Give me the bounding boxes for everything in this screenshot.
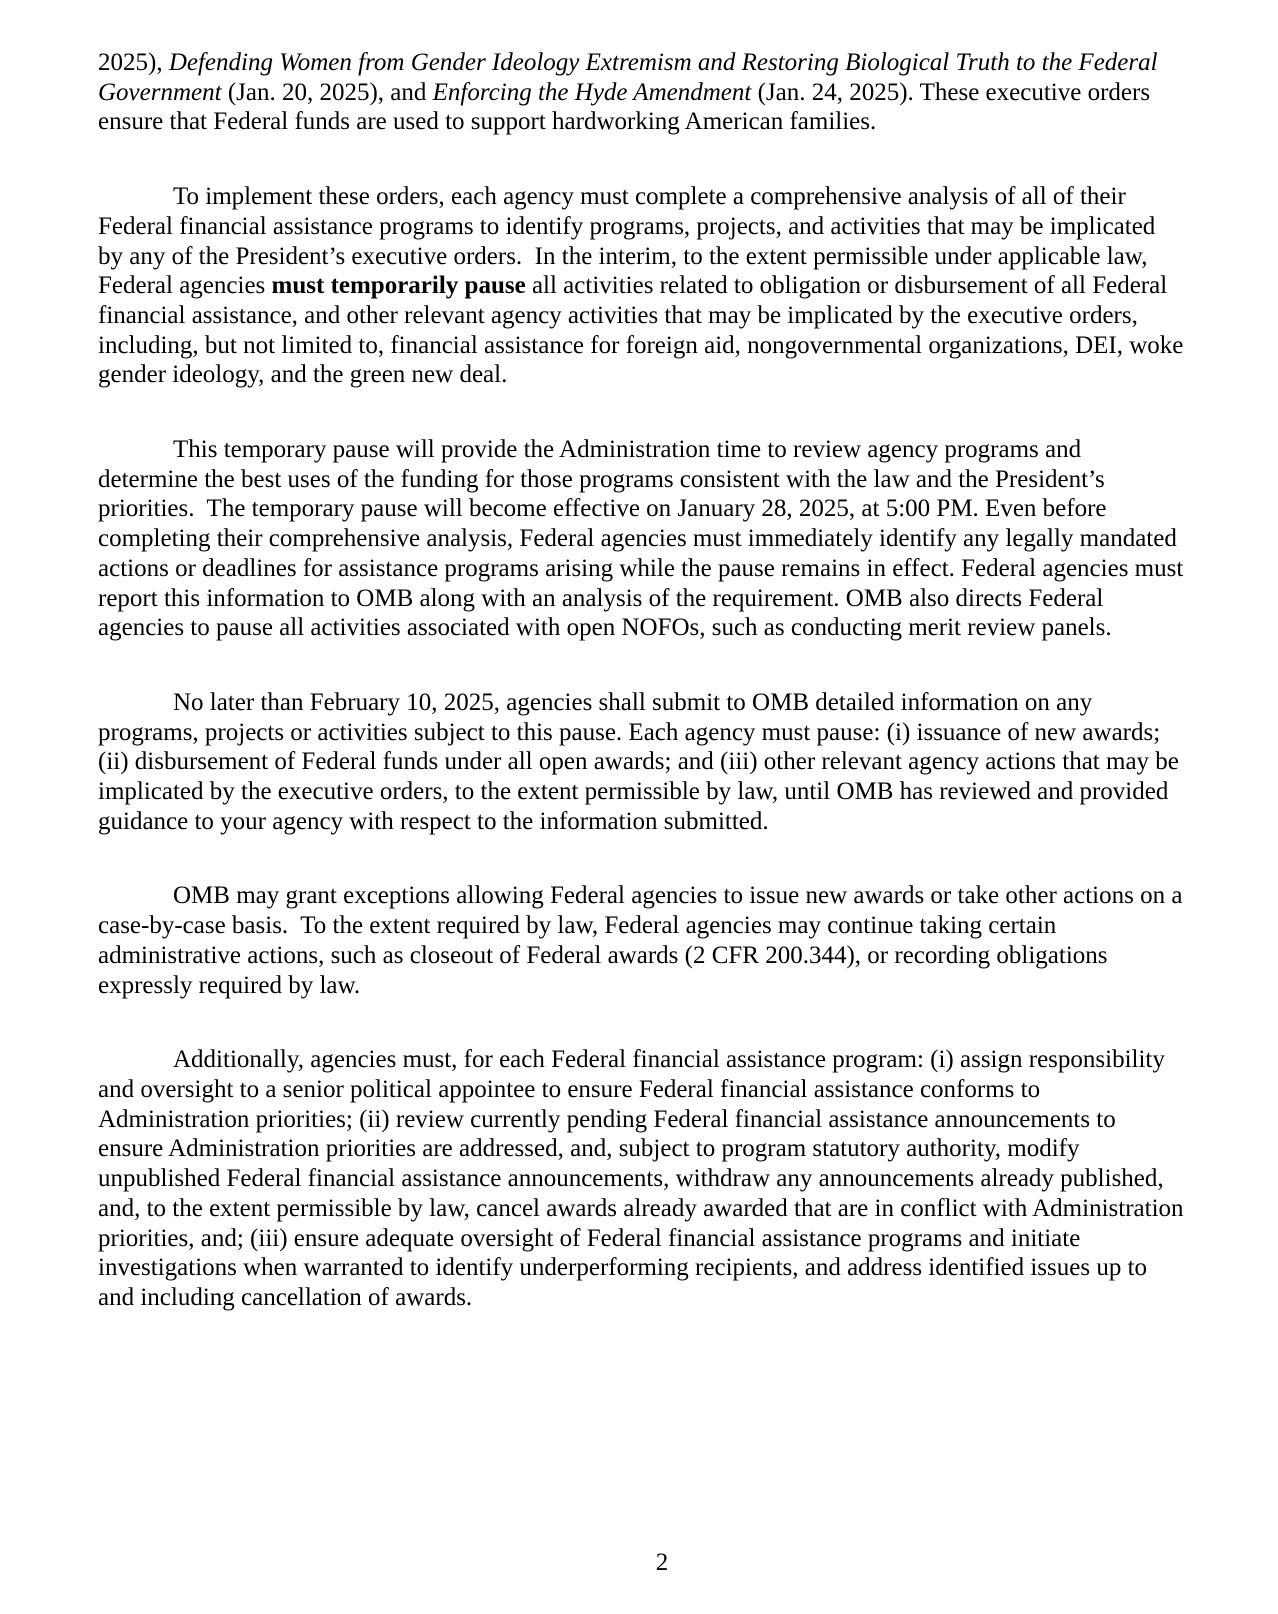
paragraph bbox=[98, 48, 1186, 137]
text-run: OMB may grant exceptions allowing Federal agencies to issue new awards or take other actions on a case-by-case basis. To the extent required by law, Federal agencies may continue taking certain administrative actions, such as closeout of Federal awards (2 CFR 200.344), or recording obligations expressly required by law. bbox=[98, 882, 1189, 999]
text-run: To implement these orders, each agency must complete a comprehensive analysis of all of their Federal financial assistance programs to identify programs, projects, and activities that may be implicated by any of the President’s executive orders. In the interim, to the extent permissible under applicable law, Federal agencies bbox=[98, 183, 1162, 300]
text-run: must temporarily pause bbox=[271, 272, 526, 300]
paragraph bbox=[98, 688, 1186, 837]
text-run: 2025), bbox=[98, 49, 169, 76]
paragraph bbox=[98, 881, 1189, 1000]
paragraph bbox=[98, 435, 1190, 643]
text-run: This temporary pause will provide the Administration time to review agency programs and determine the best uses of the funding for those programs consistent with the law and the President’s priorities. The temporary pause will become effective on January 28, 2025, at 5:00 PM. Even before completing their comprehensive analysis, Federal agencies must immediately identify any legally mandated actions or deadlines for assistance programs arising while the pause remains in effect. Federal agencies must report this information to OMB along with an analysis of the requirement. OMB also directs Federal agencies to pause all activities associated with open NOFOs, such as conducting merit review panels. bbox=[98, 436, 1190, 642]
text-run: Additionally, agencies must, for each Federal financial assistance program: (i) assign responsibility and oversight to a senior political appointee to ensure Federal financial assistance conforms to Administration priorities; (ii) review currently pending Federal financial assistance announcements to ensure Administration priorities are addressed, and, subject to program statutory authority, modify unpublished Federal financial assistance announcements, withdraw any announcements already published, and, to the extent permissible by law, cancel awards already awarded that are in conflict with Administration priorities, and; (iii) ensure adequate oversight of Federal financial assistance programs and initiate investigations when warranted to identify underperforming recipients, and address identified issues up to and including cancellation of awards. bbox=[98, 1046, 1190, 1311]
text-run: all activities related to obligation or disbursement of all Federal financial assistance, and other relevant agency activities that may be implicated by the executive orders, including, but not limited to, financial assistance for foreign aid, nongovernmental organizations, DEI, woke gender ideology, and the green new deal. bbox=[98, 272, 1190, 389]
text-run: (Jan. 20, 2025), and bbox=[221, 78, 433, 106]
paragraph bbox=[98, 182, 1190, 390]
page-number: 2 bbox=[655, 1549, 669, 1576]
document-body bbox=[98, 48, 1190, 1313]
text-run: Defending Women from Gender Ideology Extremism and Restoring Biological Truth to the Federal Government bbox=[98, 49, 1164, 106]
page-footer bbox=[23, 1548, 1278, 1578]
text-run: (Jan. 24, 2025). These executive orders ensure that Federal funds are used to support hardworking American families. bbox=[98, 78, 1157, 136]
text-run: Enforcing the Hyde Amendment bbox=[432, 78, 752, 106]
text-run: No later than February 10, 2025, agencies shall submit to OMB detailed information on any programs, projects or activities subject to this pause. Each agency must pause: (i) issuance of new awards; (ii) disbursement of Federal funds under all open awards; and (iii) other relevant agency actions that may be implicated by the executive orders, to the extent permissible by law, until OMB has reviewed and provided guidance to your agency with respect to the information submitted. bbox=[98, 688, 1186, 835]
paragraph bbox=[98, 1045, 1190, 1312]
